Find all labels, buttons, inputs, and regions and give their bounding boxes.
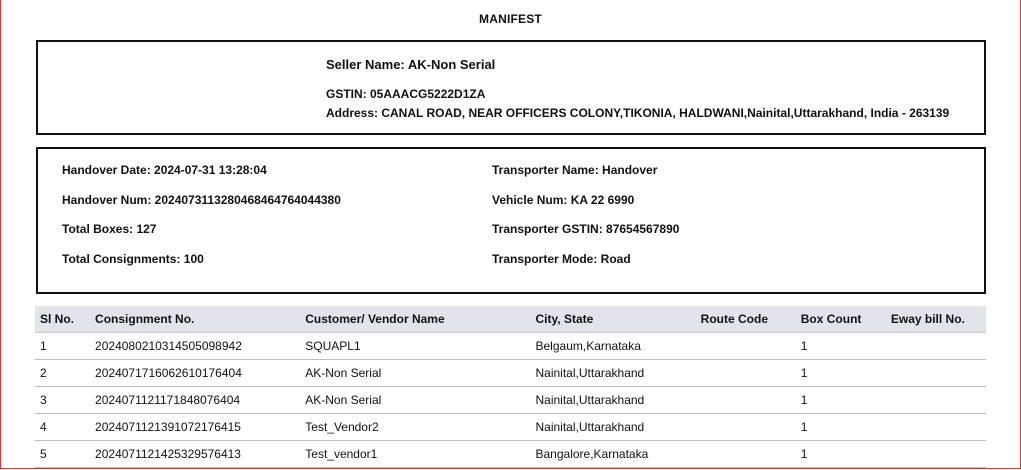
- cell-sl-no: 5: [35, 441, 90, 468]
- seller-address: Address: CANAL ROAD, NEAR OFFICERS COLONY,TIKONIA, HALDWANI,Nainital,Uttarakhand, India - 263139: [326, 106, 950, 120]
- page-title: MANIFEST: [479, 12, 542, 26]
- total-boxes: Total Boxes: 127: [62, 222, 157, 236]
- cell-route-code: [696, 360, 796, 387]
- seller-box: [36, 40, 986, 135]
- header-eway-bill: Eway bill No.: [886, 306, 986, 333]
- cell-eway-bill: [886, 333, 986, 360]
- cell-customer-vendor: AK-Non Serial: [300, 360, 530, 387]
- transporter-gstin: Transporter GSTIN: 87654567890: [492, 222, 680, 236]
- cell-city-state: Nainital,Uttarakhand: [531, 387, 696, 414]
- table-row: [35, 387, 986, 414]
- cell-eway-bill: [886, 414, 986, 441]
- handover-num: Handover Num: 20240731132804684647640443​80: [62, 193, 341, 207]
- cell-consignment-no: 20240802103145050989​42: [90, 333, 300, 360]
- table-row: [35, 360, 986, 387]
- cell-city-state: Bangalore,Karnataka: [531, 441, 696, 468]
- cell-route-code: [696, 441, 796, 468]
- cell-route-code: [696, 387, 796, 414]
- cell-city-state: Belgaum,Karnataka: [531, 333, 696, 360]
- cell-city-state: Nainital,Uttarakhand: [531, 414, 696, 441]
- cell-customer-vendor: Test_Vendor2: [300, 414, 530, 441]
- cell-consignment-no: 20240711214253295764​13: [90, 441, 300, 468]
- cell-consignment-no: 20240711211718480764​04: [90, 387, 300, 414]
- cell-sl-no: 1: [35, 333, 90, 360]
- header-box-count: Box Count: [796, 306, 886, 333]
- table-row: [35, 333, 986, 360]
- header-consignment-no: Consignment No.: [90, 306, 300, 333]
- cell-sl-no: 2: [35, 360, 90, 387]
- handover-info-box: [36, 147, 986, 294]
- table-row: [35, 414, 986, 441]
- seller-name: Seller Name: AK-Non Serial: [326, 57, 496, 72]
- header-city-state: City, State: [531, 306, 696, 333]
- cell-customer-vendor: AK-Non Serial: [300, 387, 530, 414]
- cell-box-count: 1: [796, 360, 886, 387]
- transporter-name: Transporter Name: Handover: [492, 163, 658, 177]
- cell-route-code: [696, 333, 796, 360]
- cell-consignment-no: 20240711213910721764​15: [90, 414, 300, 441]
- cell-eway-bill: [886, 360, 986, 387]
- total-consignments: Total Consignments: 100: [62, 252, 204, 266]
- table-header-row: [35, 306, 986, 333]
- table-row: [35, 441, 986, 468]
- cell-customer-vendor: Test_vendor1: [300, 441, 530, 468]
- cell-consignment-no: 20240717160626101764​04: [90, 360, 300, 387]
- cell-box-count: 1: [796, 441, 886, 468]
- header-sl-no: Sl No.: [35, 306, 90, 333]
- cell-box-count: 1: [796, 414, 886, 441]
- header-route-code: Route Code: [696, 306, 796, 333]
- cell-city-state: Nainital,Uttarakhand: [531, 360, 696, 387]
- transporter-mode: Transporter Mode: Road: [492, 252, 631, 266]
- seller-gstin: GSTIN: 05AAACG5222D1ZA: [326, 87, 486, 101]
- consignment-table: [35, 306, 986, 468]
- cell-box-count: 1: [796, 387, 886, 414]
- cell-eway-bill: [886, 441, 986, 468]
- handover-date: Handover Date: 2024-07-31 13:28:04: [62, 163, 267, 177]
- cell-box-count: 1: [796, 333, 886, 360]
- cell-sl-no: 4: [35, 414, 90, 441]
- header-customer-vendor: Customer/ Vendor Name: [300, 306, 530, 333]
- cell-eway-bill: [886, 387, 986, 414]
- cell-customer-vendor: SQUAPL1: [300, 333, 530, 360]
- cell-route-code: [696, 414, 796, 441]
- cell-sl-no: 3: [35, 387, 90, 414]
- vehicle-num: Vehicle Num: KA 22 6990: [492, 193, 635, 207]
